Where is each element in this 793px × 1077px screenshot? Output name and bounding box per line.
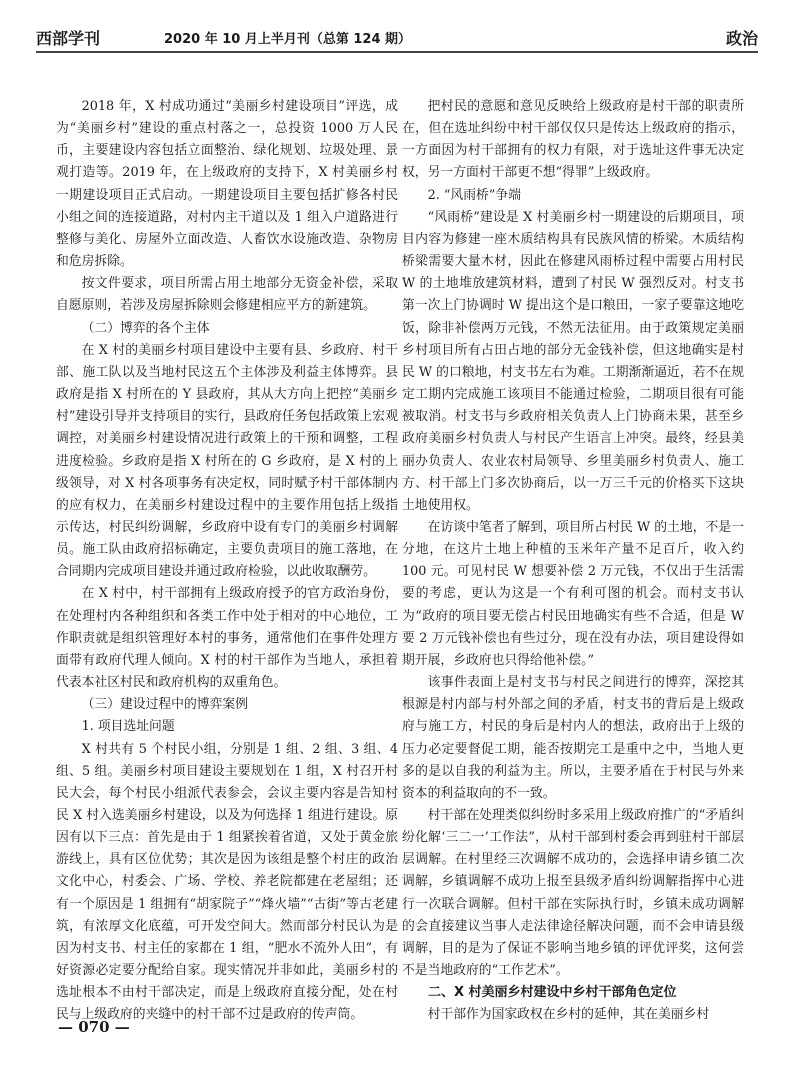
paragraph: 把村民的意愿和意见反映给上级政府是村干部的职责所在，但在选址纠纷中村干部仅仅只是传达上级政府的指示，一方面因为村干部拥有的权力有限，对于选址这件事无决定权，另一方面村干部更不想“得罪”上级政府。 [402,99,744,181]
section-heading: （二）博弈的各个主体 [81,320,210,336]
page-number: — 070 — [58,1018,130,1036]
paragraph: 村干部作为国家政权在乡村的延伸，其在美丽乡村 [427,1007,710,1023]
paragraph: 在 X 村中，村干部拥有上级政府授予的官方政治身份，在处理村内各种组织和各类工作中处于相对的中心地位，工作职责就是组织管理好本村的事务，通常他们在事件处理方面带有政府代理人倾向。X 村的村干部作为当地人，承担着代表本社区村民和政府机构的双重角色。 [56,586,398,691]
section-heading: 二、X 村美丽乡村建设中乡村干部角色定位 [428,985,677,1001]
paragraph: 2. “风雨桥”争端 [427,187,521,203]
right-column [402,96,744,1027]
header-rule [36,51,758,53]
paragraph: 在 X 村的美丽乡村项目建设中主要有县、乡政府、村干部、施工队以及当地村民这五个主体涉及利益主体博弈。县政府是指 X 村所在的 Y 县政府，其从大方向上把控“美丽乡村”建设引导并支持项目的实行，县政府任务包括政策上宏观调控，对美丽乡村建设情况进行政策上的干预和调整，工程进度检验。乡政府是指 X 村所在的 G 乡政府，是 X 村的上级领导，对 X 村各项事务有决定权，同时赋予村干部体制内的应有权力，在美丽乡村建设过程中的主要作用包括上级指示传达，村民纠纷调解，乡政府中设有专门的美丽乡村调解员。施工队由政府招标确定，主要负责项目的施工落地，在合同期内完成项目建设并通过政府检验，以此收取酬劳。 [56,342,398,580]
paragraph: X 村共有 5 个村民小组，分别是 1 组、2 组、3 组、4 组、5 组。美丽乡村项目建设主要规划在 1 组，X 村召开村民大会，每个村民小组派代表参会，会议主要内容是告知村民 X 村入选美丽乡村建设，以及为何选择 1 组进行建设。原因有以下三点：首先是由于 1 组紧挨着省道，又处于黄金旅游线上，具有区位优势；其次是因为该组是整个村庄的政治文化中心，村委会、广场、学校、养老院都建在老屋组；还有一个原因是 1 组拥有“胡家院子”“烽火墙”“古街”等古老建筑，有浓厚文化底蕴，可开发空间大。然而部分村民认为是因为村支书、村主任的家都在 1 组，“肥水不流外人田”，有好资源必定要分配给自家。现实情况并非如此，美丽乡村的选址根本不由村干部决定，而是上级政府直接分配，处在村民与上级政府的夹缝中的村干部不过是政府的传声筒。 [56,741,398,1023]
section-heading: （三）建设过程中的博弈案例 [81,697,248,713]
paragraph: 村干部在处理类似纠纷时多采用上级政府推广的“矛盾纠纷化解‘三二一’工作法”，从村干部到村委会再到驻村干部层层调解。在村里经三次调解不成功的，会选择申请乡镇二次调解，乡镇调解不成功上报至县级矛盾纠纷调解指挥中心进行一次联合调解。但村干部在实际执行时，乡镇未成功调解的会直接建议当事人走法律途径解决问题，而不会申请县级调解，目的是为了保证不影响当地乡镇的评优评奖，这何尝不是当地政府的“工作艺术”。 [402,808,744,979]
section-label: 政治 [725,29,758,48]
paragraph: 该事件表面上是村支书与村民之间进行的博弈，深挖其根源是村内部与村外部之间的矛盾，村支书的背后是上级政府与施工方，村民的身后是村内人的想法，政府出于上级的压力必定要督促工期，能否按期完工是重中之中，当地人更多的是以自我的利益为主。所以，主要矛盾在于村民与外来资本的利益取向的不一致。 [402,675,744,801]
issue-info: 2020 年 10 月上半月刊（总第 124 期） [164,32,412,47]
paragraph: 1. 项目选址问题 [81,719,175,735]
paragraph: 在访谈中笔者了解到，项目所占村民 W 的土地，不是一分地，在这片土地上种植的玉米年产量不足百斤，收入约 100 元。可见村民 W 想要补偿 2 万元钱，不仅出于生活需要的考虑，更认为这是一个有利可图的机会。而村支书认为“政府的项目要无偿占村民田地确实有些不合适，但是 W 要 2 万元钱补偿也有些过分，现在没有办法，项目建设得如期开展，乡政府也只得给他补偿。” [402,519,744,668]
paragraph: 按文件要求，项目所需占用土地部分无资金补偿，采取自愿原则，若涉及房屋拆除则会修建相应平方的新建筑。 [56,276,398,314]
page-header [36,22,758,50]
journal-logo: 西部学刊 [36,29,101,48]
paragraph: 2018 年，X 村成功通过“美丽乡村建设项目”评选，成为“美丽乡村”建设的重点村落之一，总投资 1000 万人民币，主要建设内容包括立面整治、绿化规划、垃圾处理、景观打造等。2019 年，在上级政府的支持下，X 村美丽乡村一期建设项目正式启动。一期建设项目主要包括扩修各村民小组之间的连接道路，对村内主干道以及 1 组入户道路进行整修与美化、房屋外立面改造、人畜饮水设施改造、杂物房和危房拆除。 [56,99,398,270]
paragraph: “风雨桥”建设是 X 村美丽乡村一期建设的后期项目，项目内容为修建一座木质结构具有民族风情的桥梁。木质结构桥梁需要大量木材，因此在修建风雨桥过程中需要占用村民 W 的土地堆放建筑材料，遭到了村民 W 强烈反对。村支书第一次上门协调时 W 提出这个是口粮田，一家子要靠这地吃饭，除非补偿两万元钱，不然无法征用。由于政策规定美丽乡村项目所有占田占地的部分无金钱补偿，但这地确实是村民 W 的口粮地，村支书左右为难。工期渐渐逼近，若不在规定工期内完成施工该项目不能通过检验，二期项目很有可能被取消。村支书与乡政府相关负责人上门协商未果，甚至乡政府美丽乡村负责人与村民产生语言上冲突。最终，经县美丽办负责人、农业农村局领导、乡里美丽乡村负责人、施工方、村干部上门多次协商后，以一万三千元的价格买下这块土地使用权。 [402,209,744,513]
left-column [56,96,398,1027]
